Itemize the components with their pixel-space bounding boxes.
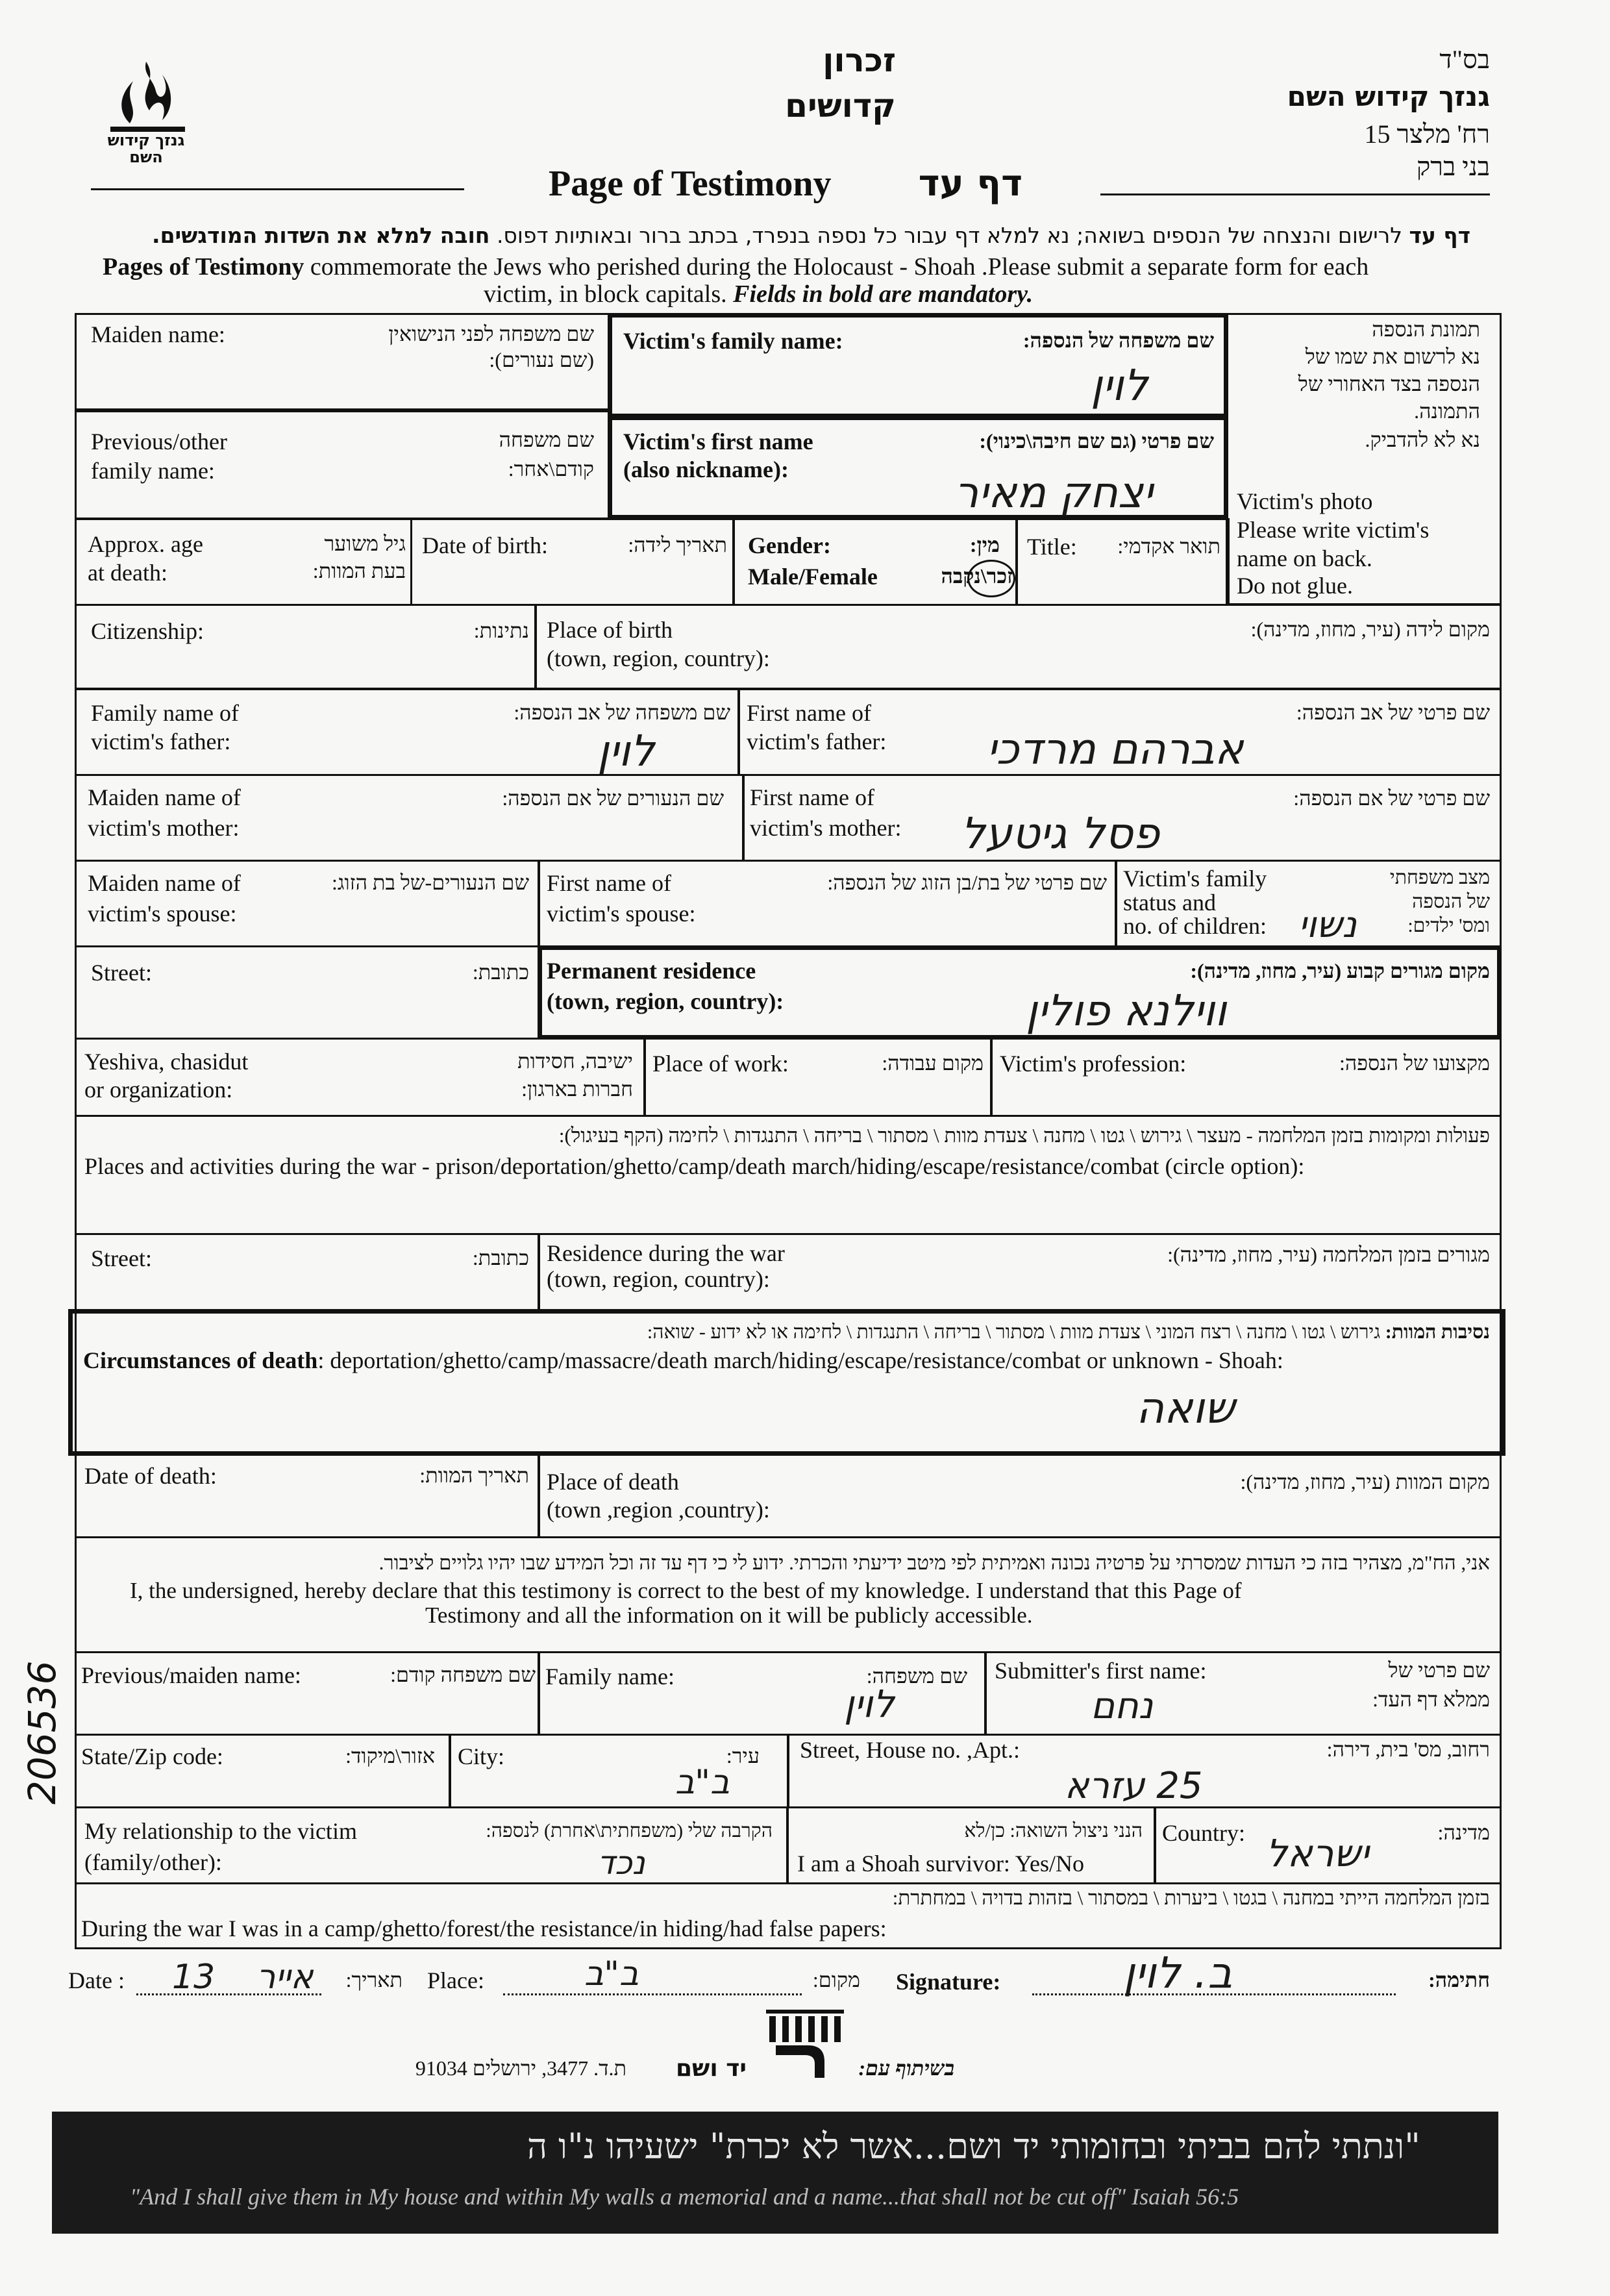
mother-first-label-2: victim's mother: <box>750 815 902 841</box>
place-label: Place: <box>427 1967 484 1993</box>
mother-maiden-label-he: שם הנעורים של אם הנספה: <box>502 786 724 810</box>
photo-instr-he-4: התמונה. <box>1414 399 1480 423</box>
page-title-en: Page of Testimony <box>549 164 832 204</box>
intro-english-2: victim, in block capitals. Fields in bold are mandatory. <box>484 281 1034 308</box>
yeshiva-label-he: ישיבה, חסידות <box>517 1049 633 1073</box>
submitter-first-label: Submitter's first name: <box>995 1658 1207 1684</box>
zikaron-title-2: קדושים <box>785 87 896 125</box>
war-activities-label-he: פעולות ומקומות בזמן המלחמה - מעצר \ גירוש \ גטו \ מחנה \ צעדת מוות \ מסתור \ בריחה \ התנגדות \ לחימה (הקף בעיגול): <box>558 1124 1490 1147</box>
war-activities-label: Places and activities during the war - prison/deportation/ghetto/camp/death march/hiding/escape/resistance/combat (circle option): <box>84 1153 1305 1179</box>
signature-label-he: חתימה: <box>1428 1968 1490 1991</box>
profession-label-he: מקצועו של הנספה: <box>1339 1051 1490 1075</box>
submitter-prev-name-label: Previous/maiden name: <box>81 1662 301 1688</box>
date-month-value: אייר <box>256 1958 314 1997</box>
spouse-first-label-he: שם פרטי של בת/בן הזוג של הנספה: <box>827 871 1107 894</box>
relationship-value: נכד <box>597 1844 645 1882</box>
place-value: ב"ב <box>584 1954 639 1993</box>
date-label: Date : <box>68 1967 125 1993</box>
photo-instr-he-1: תמונת הנספה <box>1372 318 1480 341</box>
date-label-he: תאריך: <box>345 1968 402 1991</box>
victim-first-name-label: Victim's first name <box>623 429 813 455</box>
family-status-label-he-3: ומס' ילדים: <box>1407 915 1490 936</box>
country-label: Country: <box>1162 1820 1246 1846</box>
page-title-he: דף עד <box>918 162 1022 205</box>
war-street-label-he: כתובת: <box>472 1246 529 1269</box>
date-of-death-label-he: תאריך המוות: <box>419 1464 529 1487</box>
submitter-family-label: Family name: <box>545 1664 675 1690</box>
age-label-he-2: בעת המוות: <box>312 559 406 582</box>
relationship-label: My relationship to the victim <box>84 1818 357 1844</box>
family-status-label-he-2: של הנספה <box>1412 891 1490 912</box>
age-label-2: at death: <box>88 560 167 586</box>
declaration-en-2: Testimony and all the information on it will be publicly accessible. <box>425 1603 1033 1628</box>
mother-first-label: First name of <box>750 784 874 810</box>
victim-first-name-label-he: שם פרטי (גם שם חיבה\כינוי): <box>979 429 1214 453</box>
cooperation-label: בשיתוף עם: <box>858 2056 954 2080</box>
gender-label-he-2: זכר\נקבה <box>941 564 1013 588</box>
title-label: Title: <box>1027 534 1077 560</box>
place-label-he: מקום: <box>812 1968 860 1991</box>
photo-instr-en-1: Victim's photo <box>1237 488 1373 514</box>
zip-label-he: אזור\מיקוד: <box>345 1744 435 1767</box>
place-of-work-label: Place of work: <box>652 1051 789 1077</box>
submitter-prev-name-label-he: שם משפחה קודם: <box>390 1663 536 1686</box>
gender-circle-mark <box>967 560 1015 597</box>
permanent-residence-value: ווילנא פולין <box>1026 986 1227 1036</box>
city-label: City: <box>458 1743 505 1769</box>
org-street: רח' מלצר 15 <box>1364 119 1490 149</box>
title-field[interactable] <box>1015 518 1230 606</box>
yeshiva-label: Yeshiva, chasidut <box>84 1049 249 1075</box>
maiden-name-label-he: שם משפחה לפני הנישואין <box>388 322 594 345</box>
spouse-first-label: First name of <box>547 870 671 896</box>
place-of-death-label-he: מקום המוות (עיר, מחוז, מדינה): <box>1240 1470 1490 1493</box>
mother-first-label-he: שם פרטי של אם הנספה: <box>1293 786 1490 810</box>
war-street-field[interactable] <box>75 1233 540 1311</box>
war-location-label: During the war I was in a camp/ghetto/forest/the resistance/in hiding/had false papers: <box>81 1915 887 1941</box>
place-line <box>503 1993 802 1995</box>
gender-label: Gender: <box>748 532 831 558</box>
date-day-value: 13 <box>172 1958 216 1997</box>
war-residence-label-he: מגורים בזמן המלחמה (עיר, מחוז, מדינה): <box>1167 1243 1490 1266</box>
gender-label-he: מין: <box>969 533 1000 556</box>
dob-label: Date of birth: <box>422 532 548 558</box>
photo-instr-he-2: נא לרשום את שמו של <box>1305 345 1480 368</box>
victim-family-name-label: Victim's family name: <box>623 328 843 354</box>
profession-field[interactable] <box>990 1038 1502 1117</box>
logo-text: גנזך קידוש השם <box>107 131 185 167</box>
intro-hebrew: דף עד לרישום והנצחה של הנספים בשואה; נא למלא דף עבור כל נספה בנפרד, בכתב ברור ובאותיות דפוס. חובה למלא את השדות המודגשים. <box>152 223 1470 248</box>
yad-vashem-address: ת.ד. 3477, ירושלים 91034 <box>415 2056 626 2080</box>
victim-first-name-value: יצחק מאיר <box>954 468 1153 518</box>
signature-value: ב. לוין <box>1123 1948 1233 1998</box>
zikaron-title-1: זכרון <box>823 42 896 79</box>
place-of-birth-label-2: (town, region, country): <box>547 645 770 671</box>
country-label-he: מדינה: <box>1437 1821 1490 1844</box>
war-residence-label-2: (town, region, country): <box>547 1266 770 1292</box>
survivor-label-he: הנני ניצול השואה: כן/לא <box>964 1820 1143 1841</box>
gender-label-2: Male/Female <box>748 564 878 590</box>
previous-name-label-he-2: קודם\אחר: <box>508 457 594 480</box>
archive-number-text: 206536 <box>20 1660 64 1804</box>
father-family-label: Family name of <box>91 700 239 726</box>
place-of-work-label-he: מקום עבודה: <box>882 1051 984 1075</box>
age-label: Approx. age <box>88 531 203 557</box>
dob-label-he: תאריך לידה: <box>628 533 727 556</box>
maiden-name-label-he-2: (שם נעורים): <box>489 348 594 371</box>
previous-name-label-he: שם משפחה <box>499 428 594 451</box>
submitter-street-label-he: רחוב, מס' בית, דירה: <box>1326 1738 1490 1761</box>
spouse-maiden-label-2: victim's spouse: <box>88 901 237 927</box>
spouse-maiden-label-he: שם הנעורים-של בת הזוג: <box>332 871 529 894</box>
mother-first-value: פסל גיטעל <box>961 808 1160 858</box>
country-value: ישראל <box>1266 1831 1369 1875</box>
submitter-first-value: נחם <box>1091 1685 1154 1727</box>
war-residence-label: Residence during the war <box>547 1240 785 1266</box>
place-of-birth-label: Place of birth <box>547 617 673 643</box>
footer-banner <box>52 2112 1498 2234</box>
permanent-residence-label-2: (town, region, country): <box>547 988 784 1014</box>
relationship-label-he: הקרבה שלי (משפחתית\אחרת) לנספה: <box>486 1820 773 1841</box>
age-label-he: גיל משוער <box>324 532 406 555</box>
victim-first-name-label-2: (also nickname): <box>623 456 789 482</box>
victim-family-name-label-he: שם משפחה של הנספה: <box>1022 329 1214 352</box>
family-status-label-3: no. of children: <box>1123 913 1267 939</box>
circumstances-label-he: נסיבות המוות: גירוש \ גטו \ מחנה \ רצח המוני \ צעדת מוות \ מסתור \ בריחה \ התנגדות \ לחימה או לא ידוע - שואה: <box>647 1321 1490 1343</box>
father-family-label-he: שם משפחה של אב הנספה: <box>514 701 730 724</box>
zip-label: State/Zip code: <box>81 1743 223 1769</box>
place-of-birth-label-he: מקום לידה (עיר, מחוז, מדינה): <box>1250 618 1490 641</box>
relationship-label-2: (family/other): <box>84 1849 222 1875</box>
father-first-value: אברהם מרדכי <box>987 724 1244 774</box>
victim-family-name-value: לוין <box>1091 360 1148 410</box>
photo-instr-he-3: הנספה בצד האחורי של <box>1298 372 1480 395</box>
maiden-name-label: Maiden name: <box>91 321 225 347</box>
father-family-value: לוין <box>597 726 655 776</box>
declaration-he: אני, הח"מ, מצהיר בזה כי העדות שמסרתי על פרטיה נכונה ואמיתית לפי מיטב ידיעתי והכרתי. ידוע לי כי דף עד זה וכל המידע שבו יהיו גלויים לציבור. <box>378 1551 1490 1574</box>
citizenship-label-he: נתינות: <box>473 619 529 642</box>
submitter-first-label-he-2: ממלא דף העד: <box>1372 1688 1490 1711</box>
permanent-residence-label: Permanent residence <box>547 958 756 984</box>
banner-quote-he: "ונתתי להם בביתי ובחומותי יד ושם...אשר לא יכרת" ישעיהו נ"ו ה <box>526 2126 1420 2167</box>
war-location-label-he: בזמן המלחמה הייתי במחנה \ בגטו \ ביערות \ במסתור \ בזהות בדויה \ במחתרת: <box>892 1886 1490 1909</box>
previous-name-label-2: family name: <box>91 458 215 484</box>
submitter-street-label: Street, House no. ,Apt.: <box>800 1737 1020 1763</box>
photo-instr-en-4: Do not glue. <box>1237 573 1353 599</box>
submitter-first-label-he: שם פרטי של <box>1388 1658 1490 1682</box>
org-city: בני ברק <box>1416 152 1490 181</box>
profession-label: Victim's profession: <box>1000 1051 1187 1077</box>
father-first-label-2: victim's father: <box>747 729 887 755</box>
family-status-label-2: status and <box>1123 890 1216 916</box>
yad-vashem-name: יד ושם <box>675 2055 747 2082</box>
city-label-he: עיר: <box>726 1744 760 1767</box>
war-street-label: Street: <box>91 1245 152 1271</box>
survivor-label: I am a Shoah survivor: Yes/No <box>797 1851 1084 1877</box>
signature-label: Signature: <box>896 1969 1001 1995</box>
place-of-death-label: Place of death <box>547 1469 679 1495</box>
family-status-label: Victim's family <box>1123 866 1267 892</box>
yad-vashem-logo <box>763 2006 847 2084</box>
street-label: Street: <box>91 960 152 986</box>
place-of-death-label-2: (town ,region ,country): <box>547 1497 770 1523</box>
permanent-residence-label-he: מקום מגורים קבוע (עיר, מחוז, מדינה): <box>1190 959 1490 982</box>
archive-number <box>6 1604 78 1804</box>
title-label-he: תואר אקדמי: <box>1117 534 1220 558</box>
father-family-label-2: victim's father: <box>91 729 231 755</box>
circumstances-value: שואה <box>1136 1383 1235 1433</box>
submitter-street-value: 25 עזרא <box>1065 1765 1203 1807</box>
previous-name-label: Previous/other <box>91 429 227 455</box>
citizenship-label: Citizenship: <box>91 618 204 644</box>
intro-english-1: Pages of Testimony commemorate the Jews who perished during the Holocaust - Shoah .Please submit a separate form for each <box>103 253 1369 281</box>
yeshiva-label-2: or organization: <box>84 1077 233 1103</box>
family-status-value: נשוי <box>1298 904 1357 946</box>
photo-instr-en-2: Please write victim's <box>1237 517 1430 543</box>
street-label-he: כתובת: <box>472 960 529 984</box>
father-first-label-he: שם פרטי של אב הנספה: <box>1296 701 1490 724</box>
circumstances-label: Circumstances of death: deportation/ghetto/camp/massacre/death march/hiding/escape/resistance/combat or unknown - Shoah: <box>83 1347 1283 1373</box>
photo-instr-he-5: נא לא להדביק. <box>1365 428 1480 451</box>
yeshiva-label-he-2: חברות בארגון: <box>521 1077 633 1101</box>
spouse-first-label-2: victim's spouse: <box>547 901 696 927</box>
spouse-maiden-label: Maiden name of <box>88 870 241 896</box>
banner-quote-en: "And I shall give them in My house and within My walls a memorial and a name...that shall not be cut off" Isaiah 56:5 <box>130 2184 1239 2210</box>
submitter-family-label-he: שם משפחה: <box>866 1664 967 1688</box>
father-first-label: First name of <box>747 700 871 726</box>
declaration-en-1: I, the undersigned, hereby declare that this testimony is correct to the best of my knowledge. I understand that this Page of <box>130 1578 1242 1603</box>
place-of-death-field[interactable] <box>538 1454 1502 1538</box>
bsd-mark: בס"ד <box>1439 45 1490 74</box>
dob-field[interactable] <box>410 518 735 606</box>
date-of-death-label: Date of death: <box>84 1463 217 1489</box>
mother-maiden-label: Maiden name of <box>88 784 241 810</box>
org-name: גנזך קידוש השם <box>1287 81 1490 112</box>
ganzach-logo <box>97 55 195 172</box>
place-of-work-field[interactable] <box>643 1038 993 1117</box>
photo-instr-en-3: name on back. <box>1237 545 1372 571</box>
city-value: ב"ב <box>675 1763 730 1802</box>
mother-maiden-label-2: victim's mother: <box>88 815 240 841</box>
family-status-label-he: מצב משפחתי <box>1389 867 1490 888</box>
submitter-family-value: לוין <box>844 1682 895 1726</box>
citizenship-field[interactable] <box>75 604 537 690</box>
